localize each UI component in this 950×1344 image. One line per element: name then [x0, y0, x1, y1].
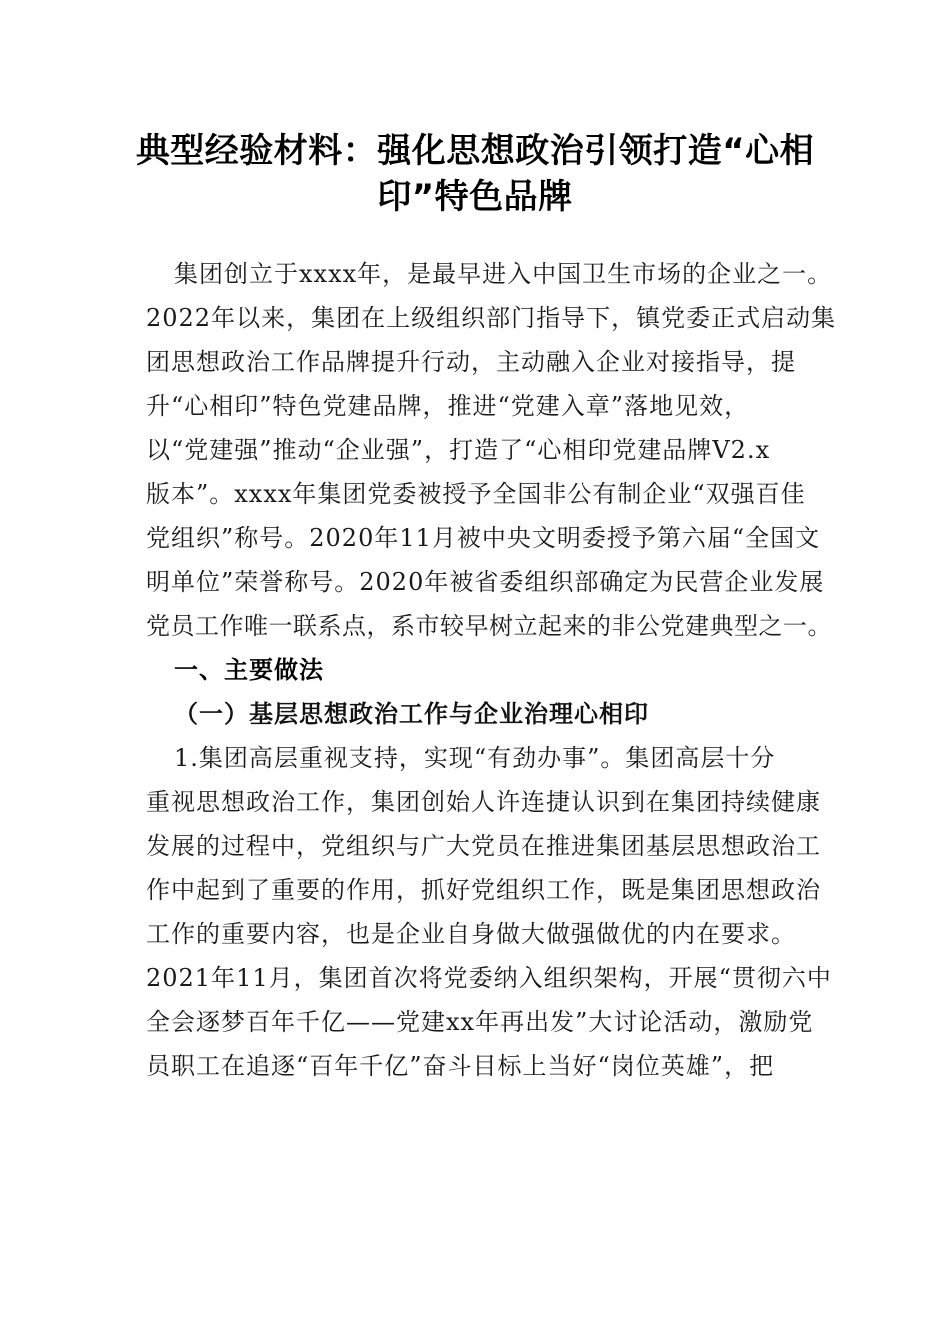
paragraph-line: 集团创立于xxxx年，是最早进入中国卫生市场的企业之一。	[174, 260, 833, 288]
paragraph-line: 党员工作唯一联系点，系市较早树立起来的非公党建典型之一。	[146, 612, 832, 640]
document-body	[146, 252, 836, 1088]
paragraph-line: 明单位”荣誉称号。2020年被省委组织部确定为民营企业发展	[146, 568, 825, 596]
paragraph-line: 2022年以来，集团在上级组织部门指导下，镇党委正式启动集	[146, 304, 837, 332]
paragraph-line: 重视思想政治工作，集团创始人许连捷认识到在集团持续健康	[146, 788, 821, 816]
paragraph-line: 团思想政治工作品牌提升行动，主动融入企业对接指导，提	[146, 348, 796, 376]
section-heading: 一、主要做法	[174, 656, 324, 684]
document-title	[100, 128, 850, 220]
paragraph-line: 以“党建强”推动“企业强”，打造了“心相印党建品牌V2.x	[146, 436, 771, 464]
paragraph-line: 发展的过程中，党组织与广大党员在推进集团基层思想政治工	[146, 832, 821, 860]
paragraph-line: 版本”。xxxx年集团党委被授予全国非公有制企业“双强百佳	[146, 480, 806, 508]
paragraph-line: 2021年11月，集团首次将党委纳入组织架构，开展“贯彻六中	[146, 964, 832, 992]
paragraph-line: 升“心相印”特色党建品牌，推进“党建入章”落地见效，	[146, 392, 750, 420]
paragraph-line: 工作的重要内容，也是企业自身做大做强做优的内在要求。	[146, 920, 796, 948]
subsection-heading: （一）基层思想政治工作与企业治理心相印	[174, 699, 649, 728]
title-line-1: 典型经验材料：强化思想政治引领打造“心相	[135, 131, 815, 171]
paragraph-line: 作中起到了重要的作用，抓好党组织工作，既是集团思想政治	[146, 876, 821, 904]
paragraph-line: 党组织”称号。2020年11月被中央文明委授予第六届“全国文	[146, 524, 821, 552]
paragraph-line: 员职工在追逐“百年千亿”奋斗目标上当好“岗位英雄”，把	[146, 1052, 775, 1080]
paragraph-line: 全会逐梦百年千亿——党建xx年再出发”大讨论活动，激励党	[146, 1008, 814, 1036]
title-line-2: 印”特色品牌	[377, 177, 573, 217]
paragraph-line: 1.集团高层重视支持，实现“有劲办事”。集团高层十分	[174, 744, 776, 772]
